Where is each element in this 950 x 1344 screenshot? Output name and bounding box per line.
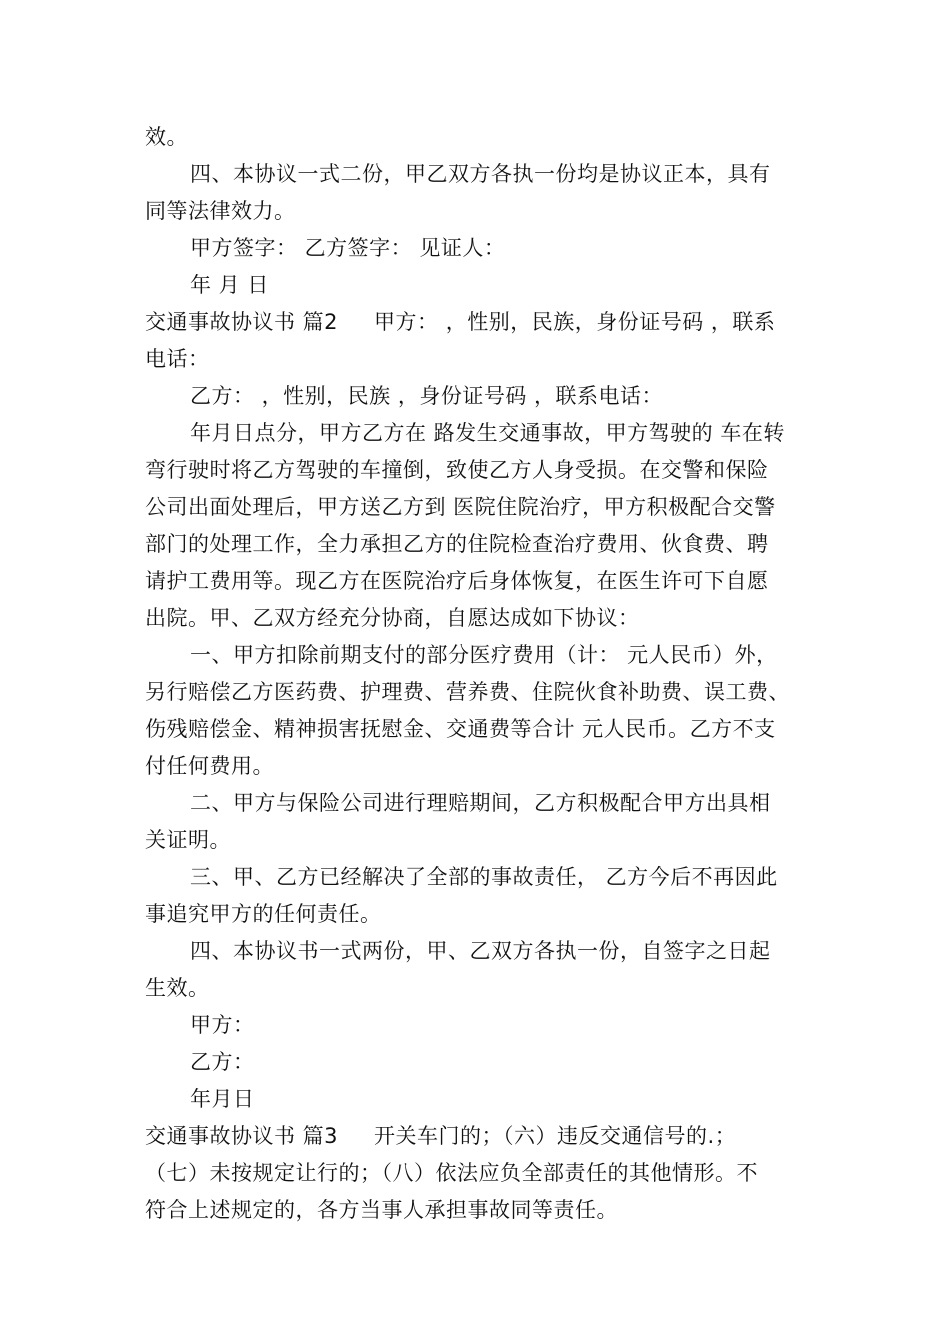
text-line: 一、甲方扣除前期支付的部分医疗费用（计： 元人民币）外， xyxy=(190,643,778,667)
text-line: 请护工费用等。现乙方在医院治疗后身体恢复，在医生许可下自愿 xyxy=(145,569,769,593)
text-line: 二、甲方与保险公司进行理赔期间，乙方积极配合甲方出具相 xyxy=(190,791,771,815)
text-line: 年月日 xyxy=(190,1087,255,1111)
text-line: 生效。 xyxy=(145,976,210,1000)
text-line: 乙方： ，性别，民族 ，身份证号码 ，联系电话： xyxy=(190,384,664,408)
text-line: 事追究甲方的任何责任。 xyxy=(145,902,382,926)
text-line: （七）未按规定让行的；（八）依法应负全部责任的其他情形。不 xyxy=(145,1161,758,1185)
text-line: 关证明。 xyxy=(145,828,231,852)
text-line: 公司出面处理后，甲方送乙方到 医院住院治疗，甲方积极配合交警 xyxy=(145,495,776,519)
section-heading-line xyxy=(145,1122,736,1152)
text-line: 开关车门的；（六）违反交通信号的.； xyxy=(374,1124,737,1148)
text-line: 年 月 日 xyxy=(190,273,269,297)
text-line: 弯行驶时将乙方驾驶的车撞倒，致使乙方人身受损。在交警和保险 xyxy=(145,458,769,482)
text-line: 甲方签字： 乙方签字： 见证人： xyxy=(190,236,506,260)
text-line: 四、本协议一式二份，甲乙双方各执一份均是协议正本，具有 xyxy=(190,162,771,186)
text-line: 效。 xyxy=(145,125,188,149)
text-line: 三、甲、乙方已经解决了全部的事故责任， 乙方今后不再因此 xyxy=(190,865,778,889)
text-line: 甲方： xyxy=(190,1013,255,1037)
text-line: 符合上述规定的，各方当事人承担事故同等责任。 xyxy=(145,1198,618,1222)
section-heading: 交通事故协议书 篇3 xyxy=(145,1124,339,1148)
text-line: 四、本协议书一式两份，甲、乙双方各执一份，自签字之日起 xyxy=(190,939,771,963)
section-heading: 交通事故协议书 篇2 xyxy=(145,310,339,334)
text-line: 付任何费用。 xyxy=(145,754,274,778)
text-line: 另行赔偿乙方医药费、护理费、营养费、住院伙食补助费、误工费、 xyxy=(145,680,790,704)
text-line: 甲方： ，性别，民族，身份证号码 ，联系 xyxy=(374,310,776,334)
text-line: 部门的处理工作，全力承担乙方的住院检查治疗费用、伙食费、聘 xyxy=(145,532,769,556)
text-line: 电话： xyxy=(145,347,210,371)
section-heading-line xyxy=(145,308,775,338)
text-line: 出院。甲、乙双方经充分协商，自愿达成如下协议： xyxy=(145,606,640,630)
text-line: 伤残赔偿金、精神损害抚慰金、交通费等合计 元人民币。乙方不支 xyxy=(145,717,776,741)
text-line: 乙方： xyxy=(190,1050,255,1074)
text-line: 同等法律效力。 xyxy=(145,199,296,223)
text-line: 年月日点分，甲方乙方在 路发生交通事故，甲方驾驶的 车在转 xyxy=(190,421,785,445)
